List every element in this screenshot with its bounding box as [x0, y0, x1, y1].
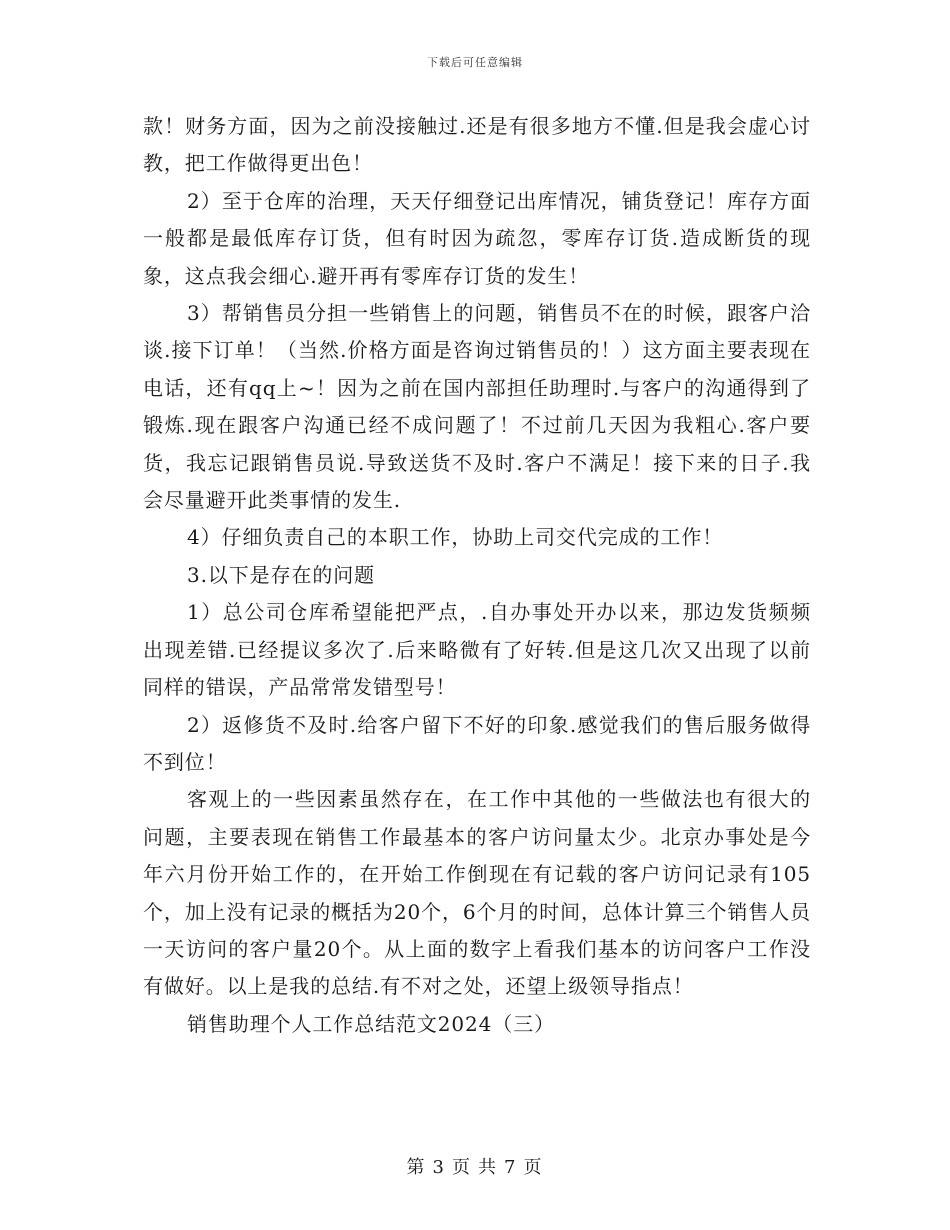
- footer-prefix: 第: [406, 1157, 427, 1178]
- page-number-footer: [0, 1153, 950, 1179]
- paragraph-finance: 款！财务方面，因为之前没接触过.还是有很多地方不懂.但是我会虚心讨教，把工作做得更出色！: [143, 114, 811, 176]
- footer-total-pages: 7: [504, 1157, 518, 1178]
- paragraph-warehouse: 2）至于仓库的治理，天天仔细登记出库情况，铺货登记！库存方面一般都是最低库存订货，但有时因为疏忽，零库存订货.造成断货的现象，这点我会细心.避开再有零库存订货的发生！: [143, 188, 811, 288]
- document-body: [143, 108, 811, 1043]
- section-heading-problems: 3.以下是存在的问题: [187, 562, 376, 587]
- footer-total-word: 共: [478, 1157, 498, 1178]
- page-header-note: 下载后可任意编辑: [427, 56, 523, 69]
- paragraph-summary: 客观上的一些因素虽然存在，在工作中其他的一些做法也有很大的问题，主要表现在销售工作最基本的客户访问量太少。北京办事处是今年六月份开始工作的，在开始工作倒现在有记载的客户访问记录有105个，加上没有记录的概括为20个，6个月的时间，总体计算三个销售人员一天访问的客户量20个。从上面的数字上看我们基本的访问客户工作没有做好。以上是我的总结.有不对之处，还望上级领导指点！: [143, 787, 811, 999]
- next-section-title: 销售助理个人工作总结范文2024（三）: [187, 1011, 555, 1036]
- footer-page-word: 页: [452, 1157, 472, 1178]
- paragraph-problem-1: 1）总公司仓库希望能把严点，.自办事处开办以来，那边发货频频出现差错.已经提议多次了.后来略微有了好转.但是这几次又出现了以前同样的错误，产品常常发错型号！: [143, 600, 811, 700]
- paragraph-sales-support: 3）帮销售员分担一些销售上的问题，销售员不在的时候，跟客户洽谈.接下订单！（当然.价格方面是咨询过销售员的！）这方面主要表现在电话，还有qq上~！因为之前在国内部担任助理时.与客户的沟通得到了锻炼.现在跟客户沟通已经不成问题了！不过前几天因为我粗心.客户要货，我忘记跟销售员说.导致送货不及时.客户不满足！接下来的日子.我会尽量避开此类事情的发生.: [143, 301, 811, 513]
- paragraph-problem-2: 2）返修货不及时.给客户留下不好的印象.感觉我们的售后服务做得不到位！: [143, 712, 811, 774]
- paragraph-duties: 4）仔细负责自己的本职工作，协助上司交代完成的工作！: [187, 525, 724, 550]
- footer-suffix: 页: [523, 1157, 544, 1178]
- footer-current-page: 3: [432, 1157, 446, 1178]
